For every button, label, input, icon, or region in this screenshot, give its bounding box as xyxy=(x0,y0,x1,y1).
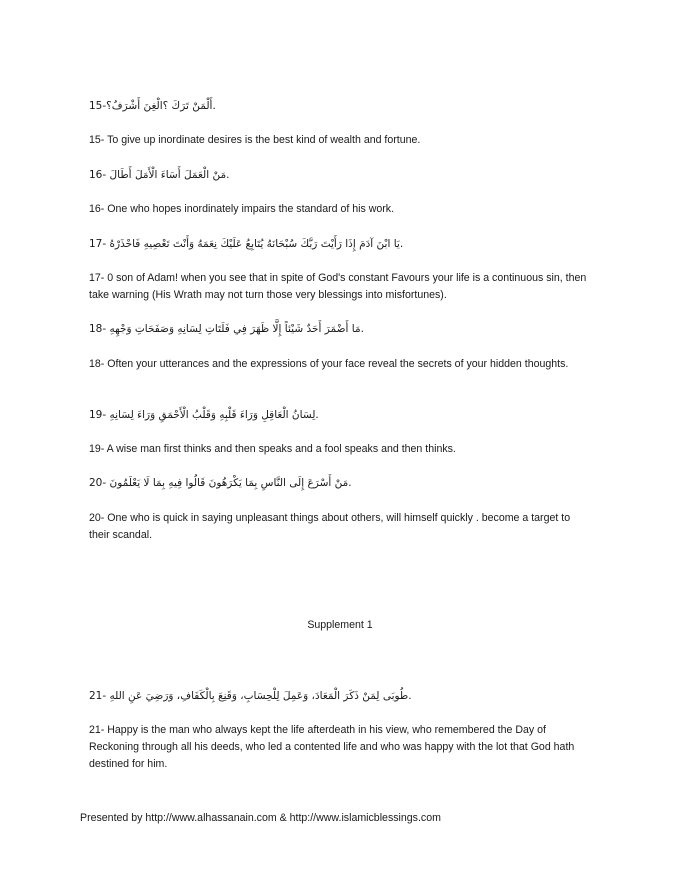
saying-19-arabic: 19- لِسَانُ الْعَاقِلِ وَرَاءَ قَلْبِهِ وَقَلْبُ الْأَحْمَقِ وَرَاءَ لِسَانِهِ. xyxy=(89,409,319,421)
saying-17-arabic: 17- يَا ابْنَ آدَمَ إِذَا رَأَيْتَ رَبَّكَ سُبْحَانَهُ يُتَابِعُ عَلَيْكَ نِعَمَهُ وَأَنْتَ تَعْصِيهِ فَاحْذَرْهُ. xyxy=(89,238,404,250)
saying-17-english: 17- 0 son of Adam! when you see that in spite of God's constant Favours your life is a continuous sin, then take warning (His Wrath may not turn those very blessings into misfortunes). xyxy=(89,272,587,301)
saying-16-english: 16- One who hopes inordinately impairs the standard of his work. xyxy=(89,203,395,215)
saying-18-arabic: 18- مَا أَضْمَرَ أَحَدٌ شَيْئاً إِلَّا ظَهَرَ فِي فَلَتَاتِ لِسَانِهِ وَصَفَحَاتِ وَجْهِهِ. xyxy=(89,323,364,335)
saying-19-english: 19- A wise man first thinks and then speaks and a fool speaks and then thinks. xyxy=(89,443,456,455)
saying-15-english: 15- To give up inordinate desires is the best kind of wealth and fortune. xyxy=(89,134,421,146)
saying-20-english: 20- One who is quick in saying unpleasant things about others, will himself quickly . become a target to their scandal. xyxy=(89,512,571,541)
saying-21-arabic: 21- طُوبَى لِمَنْ ذَكَرَ الْمَعَادَ، وَعَمِلَ لِلْحِسَابِ، وَقَنِعَ بِالْكَفَافِ، وَرَضِيَ عَنِ اللهِ. xyxy=(89,690,412,702)
saying-20-arabic: 20- مَنْ أَسْرَعَ إِلَى النَّاسِ بِمَا يَكْرَهُونَ قَالُوا فِيهِ بِمَا لَا يَعْلَمُونَ. xyxy=(89,477,352,489)
section-heading: Supplement 1 xyxy=(307,619,373,631)
saying-15-arabic: 15-أَلْمَنْ تَرَكَ ؟الْغِنَ أَشْرَفُ؟. xyxy=(89,100,216,112)
saying-16-arabic: 16- مَنْ الْعَمَلَ أَسَاءَ الْأَمَلَ أَطَالَ. xyxy=(89,169,230,181)
page-footer: Presented by http://www.alhassanain.com & http://www.islamicblessings.com xyxy=(80,812,441,824)
saying-21-english: 21- Happy is the man who always kept the life afterdeath in his view, who remembered the Day of Reckoning through all his deeds, who led a contented life and who was happy with the lot that God hath destined for him. xyxy=(89,724,575,770)
saying-18-english: 18- Often your utterances and the expressions of your face reveal the secrets of your hidden thoughts. xyxy=(89,358,569,370)
